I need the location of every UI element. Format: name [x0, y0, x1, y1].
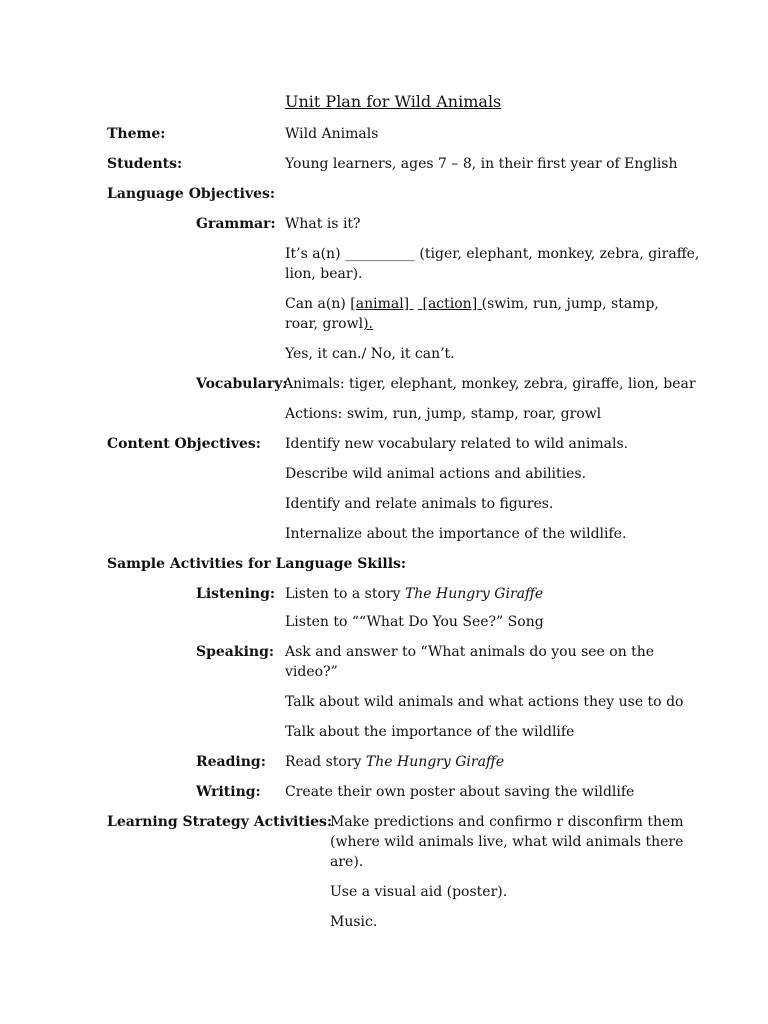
listening-label: Listening:	[196, 586, 276, 602]
speaking-line-1: Ask and answer to “What animals do you see on the	[285, 644, 655, 660]
content-objective-item: Identify and relate animals to figures.	[285, 496, 554, 512]
vocabulary-label: Vocabulary:	[196, 376, 288, 392]
reading-line-1-text: Read story	[285, 754, 366, 770]
grammar-line-2-start: It’s a(n)	[285, 246, 345, 262]
learning-strategy-line-2: (where wild animals live, what wild animals there	[330, 834, 684, 850]
animal-placeholder: [animal]	[350, 296, 414, 312]
theme-label: Theme:	[107, 126, 166, 142]
grammar-line-1: What is it?	[285, 216, 361, 232]
grammar-line-3	[285, 294, 659, 314]
sample-activities-label: Sample Activities for Language Skills:	[107, 556, 407, 572]
writing-label: Writing:	[196, 784, 261, 800]
grammar-label: Grammar:	[196, 216, 276, 232]
students-label: Students:	[107, 156, 183, 172]
story-title: The Hungry Giraffe	[404, 586, 544, 602]
speaking-line-1-cont: video?”	[285, 664, 338, 680]
students-value: Young learners, ages 7 – 8, in their first year of English	[285, 156, 678, 172]
content-objective-item: Identify new vocabulary related to wild animals.	[285, 436, 629, 452]
listening-line-1	[285, 584, 543, 604]
reading-label: Reading:	[196, 754, 266, 770]
grammar-line-2-cont: lion, bear).	[285, 266, 363, 282]
vocabulary-actions: Actions: swim, run, jump, stamp, roar, growl	[285, 406, 602, 422]
speaking-line-2: Talk about wild animals and what actions they use to do	[285, 694, 684, 710]
story-title: The Hungry Giraffe	[365, 754, 505, 770]
grammar-line-4: Yes, it can./ No, it can’t.	[285, 346, 455, 362]
learning-strategy-label: Learning Strategy Activities:	[107, 814, 333, 830]
learning-strategy-line-1: Make predictions and confirmo r disconfirm them	[330, 814, 684, 830]
learning-strategy-line-3: are).	[330, 854, 364, 870]
grammar-line-3-start: Can a(n)	[285, 296, 351, 312]
listening-line-2: Listen to ““What Do You See?” Song	[285, 614, 544, 630]
vocabulary-animals: Animals: tiger, elephant, monkey, zebra, giraffe, lion, bear	[283, 376, 696, 392]
speaking-line-3: Talk about the importance of the wildlife	[285, 724, 575, 740]
grammar-line-2	[285, 244, 699, 264]
grammar-line-3-cont-text: roar, growl	[285, 316, 364, 332]
language-objectives-label: Language Objectives:	[107, 186, 276, 202]
writing-line-1: Create their own poster about saving the wildlife	[285, 784, 635, 800]
content-objective-item: Internalize about the importance of the wildlife.	[285, 526, 627, 542]
listening-line-1-text: Listen to a story	[285, 586, 405, 602]
grammar-line-3-cont	[285, 314, 373, 334]
theme-value: Wild Animals	[285, 126, 379, 142]
grammar-line-3-close: ).	[363, 316, 373, 332]
page-title: Unit Plan for Wild Animals	[285, 92, 502, 111]
content-objectives-label: Content Objectives:	[107, 436, 261, 452]
content-objective-item: Describe wild animal actions and abilities.	[285, 466, 587, 482]
action-placeholder: [action]	[418, 296, 482, 312]
learning-strategy-line-5: Music.	[330, 914, 378, 930]
learning-strategy-line-4: Use a visual aid (poster).	[330, 884, 508, 900]
grammar-blank: __________	[344, 246, 415, 262]
speaking-label: Speaking:	[196, 644, 275, 660]
reading-line-1	[285, 752, 504, 772]
grammar-line-2-end: (tiger, elephant, monkey, zebra, giraffe,	[414, 246, 700, 262]
grammar-line-3-end: (swim, run, jump, stamp,	[481, 296, 659, 312]
